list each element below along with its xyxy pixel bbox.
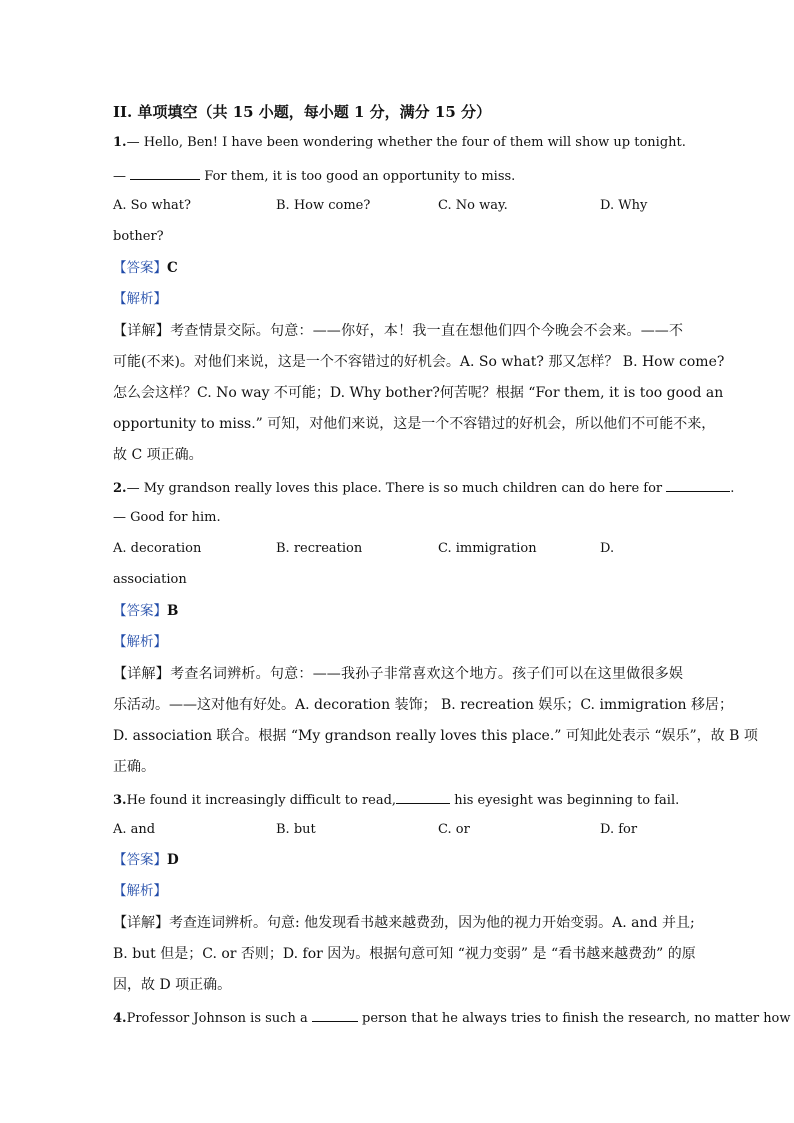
detail-line: 【详解】考查情景交际。句意：——你好，本！我一直在想他们四个今晚会不会来。——不: [113, 323, 684, 339]
detail-line: 【详解】考查连词辨析。句意: 他发现看书越来越费劲，因为他的视力开始变弱。A. and 并且;: [113, 915, 695, 931]
answer-blank: [130, 166, 200, 180]
option-d-continuation: association: [113, 572, 187, 587]
analysis-tag: 【解析】: [113, 883, 167, 899]
answer-value: B: [167, 603, 179, 619]
question-4-stem: 4.Professor Johnson is such a person that he always tries to finish the research, no matter how: [113, 1008, 683, 1028]
option-d-continuation: bother?: [113, 229, 164, 244]
option-b: B. How come?: [276, 198, 371, 213]
detail-line: 故 C 项正确。: [113, 447, 203, 463]
option-d: D.: [600, 541, 615, 556]
question-2-reply: — Good for him.: [113, 510, 221, 525]
detail-line: opportunity to miss.” 可知，对他们来说，这是一个不容错过的好机会，所以他们不可能不来，: [113, 416, 716, 432]
option-b: B. recreation: [276, 541, 363, 556]
detail-line: 正确。: [113, 759, 155, 775]
option-b: B. but: [276, 822, 316, 837]
detail-line: 乐活动。——这对他有好处。A. decoration 装饰； B. recreation 娱乐；C. immigration 移居；: [113, 697, 733, 713]
option-a: A. decoration: [113, 541, 202, 556]
option-a: A. So what?: [113, 198, 191, 213]
question-number: 3.: [113, 793, 127, 808]
analysis-tag: 【解析】: [113, 634, 167, 650]
question-1-reply: — For them, it is too good an opportunity to miss.: [113, 166, 683, 186]
answer-value: D: [167, 852, 179, 868]
detail-line: 怎么会这样？C. No way 不可能；D. Why bother?何苦呢？根据 “For them, it is too good an: [113, 385, 724, 401]
answer-blank: [666, 478, 730, 492]
detail-line: 因，故 D 项正确。: [113, 977, 232, 993]
option-c: C. or: [438, 822, 470, 837]
answer-value: C: [167, 260, 178, 276]
answer-blank: [396, 790, 450, 804]
answer-line: 【答案】B: [113, 603, 179, 619]
detail-line: B. but 但是；C. or 否则；D. for 因为。根据句意可知 “视力变弱” 是 “看书越来越费劲” 的原: [113, 946, 696, 962]
option-c: C. No way.: [438, 198, 508, 213]
detail-line: 【详解】考查名词辨析。句意：——我孙子非常喜欢这个地方。孩子们可以在这里做很多娱: [113, 666, 684, 682]
question-3-stem: 3.He found it increasingly difficult to read, his eyesight was beginning to fail.: [113, 790, 683, 810]
option-d: D. Why: [600, 198, 648, 213]
detail-line: 可能(不来)。对他们来说，这是一个不容错过的好机会。A. So what? 那又怎样？ B. How come?: [113, 354, 725, 370]
answer-blank: [312, 1008, 358, 1022]
question-2-stem: 2.— My grandson really loves this place. There is so much children can do here for .: [113, 478, 683, 498]
analysis-tag: 【解析】: [113, 291, 167, 307]
answer-line: 【答案】C: [113, 260, 178, 276]
option-a: A. and: [113, 822, 156, 837]
question-number: 4.: [113, 1011, 127, 1026]
question-number: 1.: [113, 135, 127, 150]
answer-line: 【答案】D: [113, 852, 179, 868]
option-c: C. immigration: [438, 541, 537, 556]
detail-line: D. association 联合。根据 “My grandson really loves this place.” 可知此处表示 “娱乐”，故 B 项: [113, 728, 758, 744]
section-title: II. 单项填空（共 15 小题，每小题 1 分，满分 15 分）: [113, 103, 491, 121]
option-d: D. for: [600, 822, 638, 837]
question-number: 2.: [113, 481, 127, 496]
question-1-stem: 1.— Hello, Ben! I have been wondering whether the four of them will show up tonight.: [113, 135, 686, 150]
